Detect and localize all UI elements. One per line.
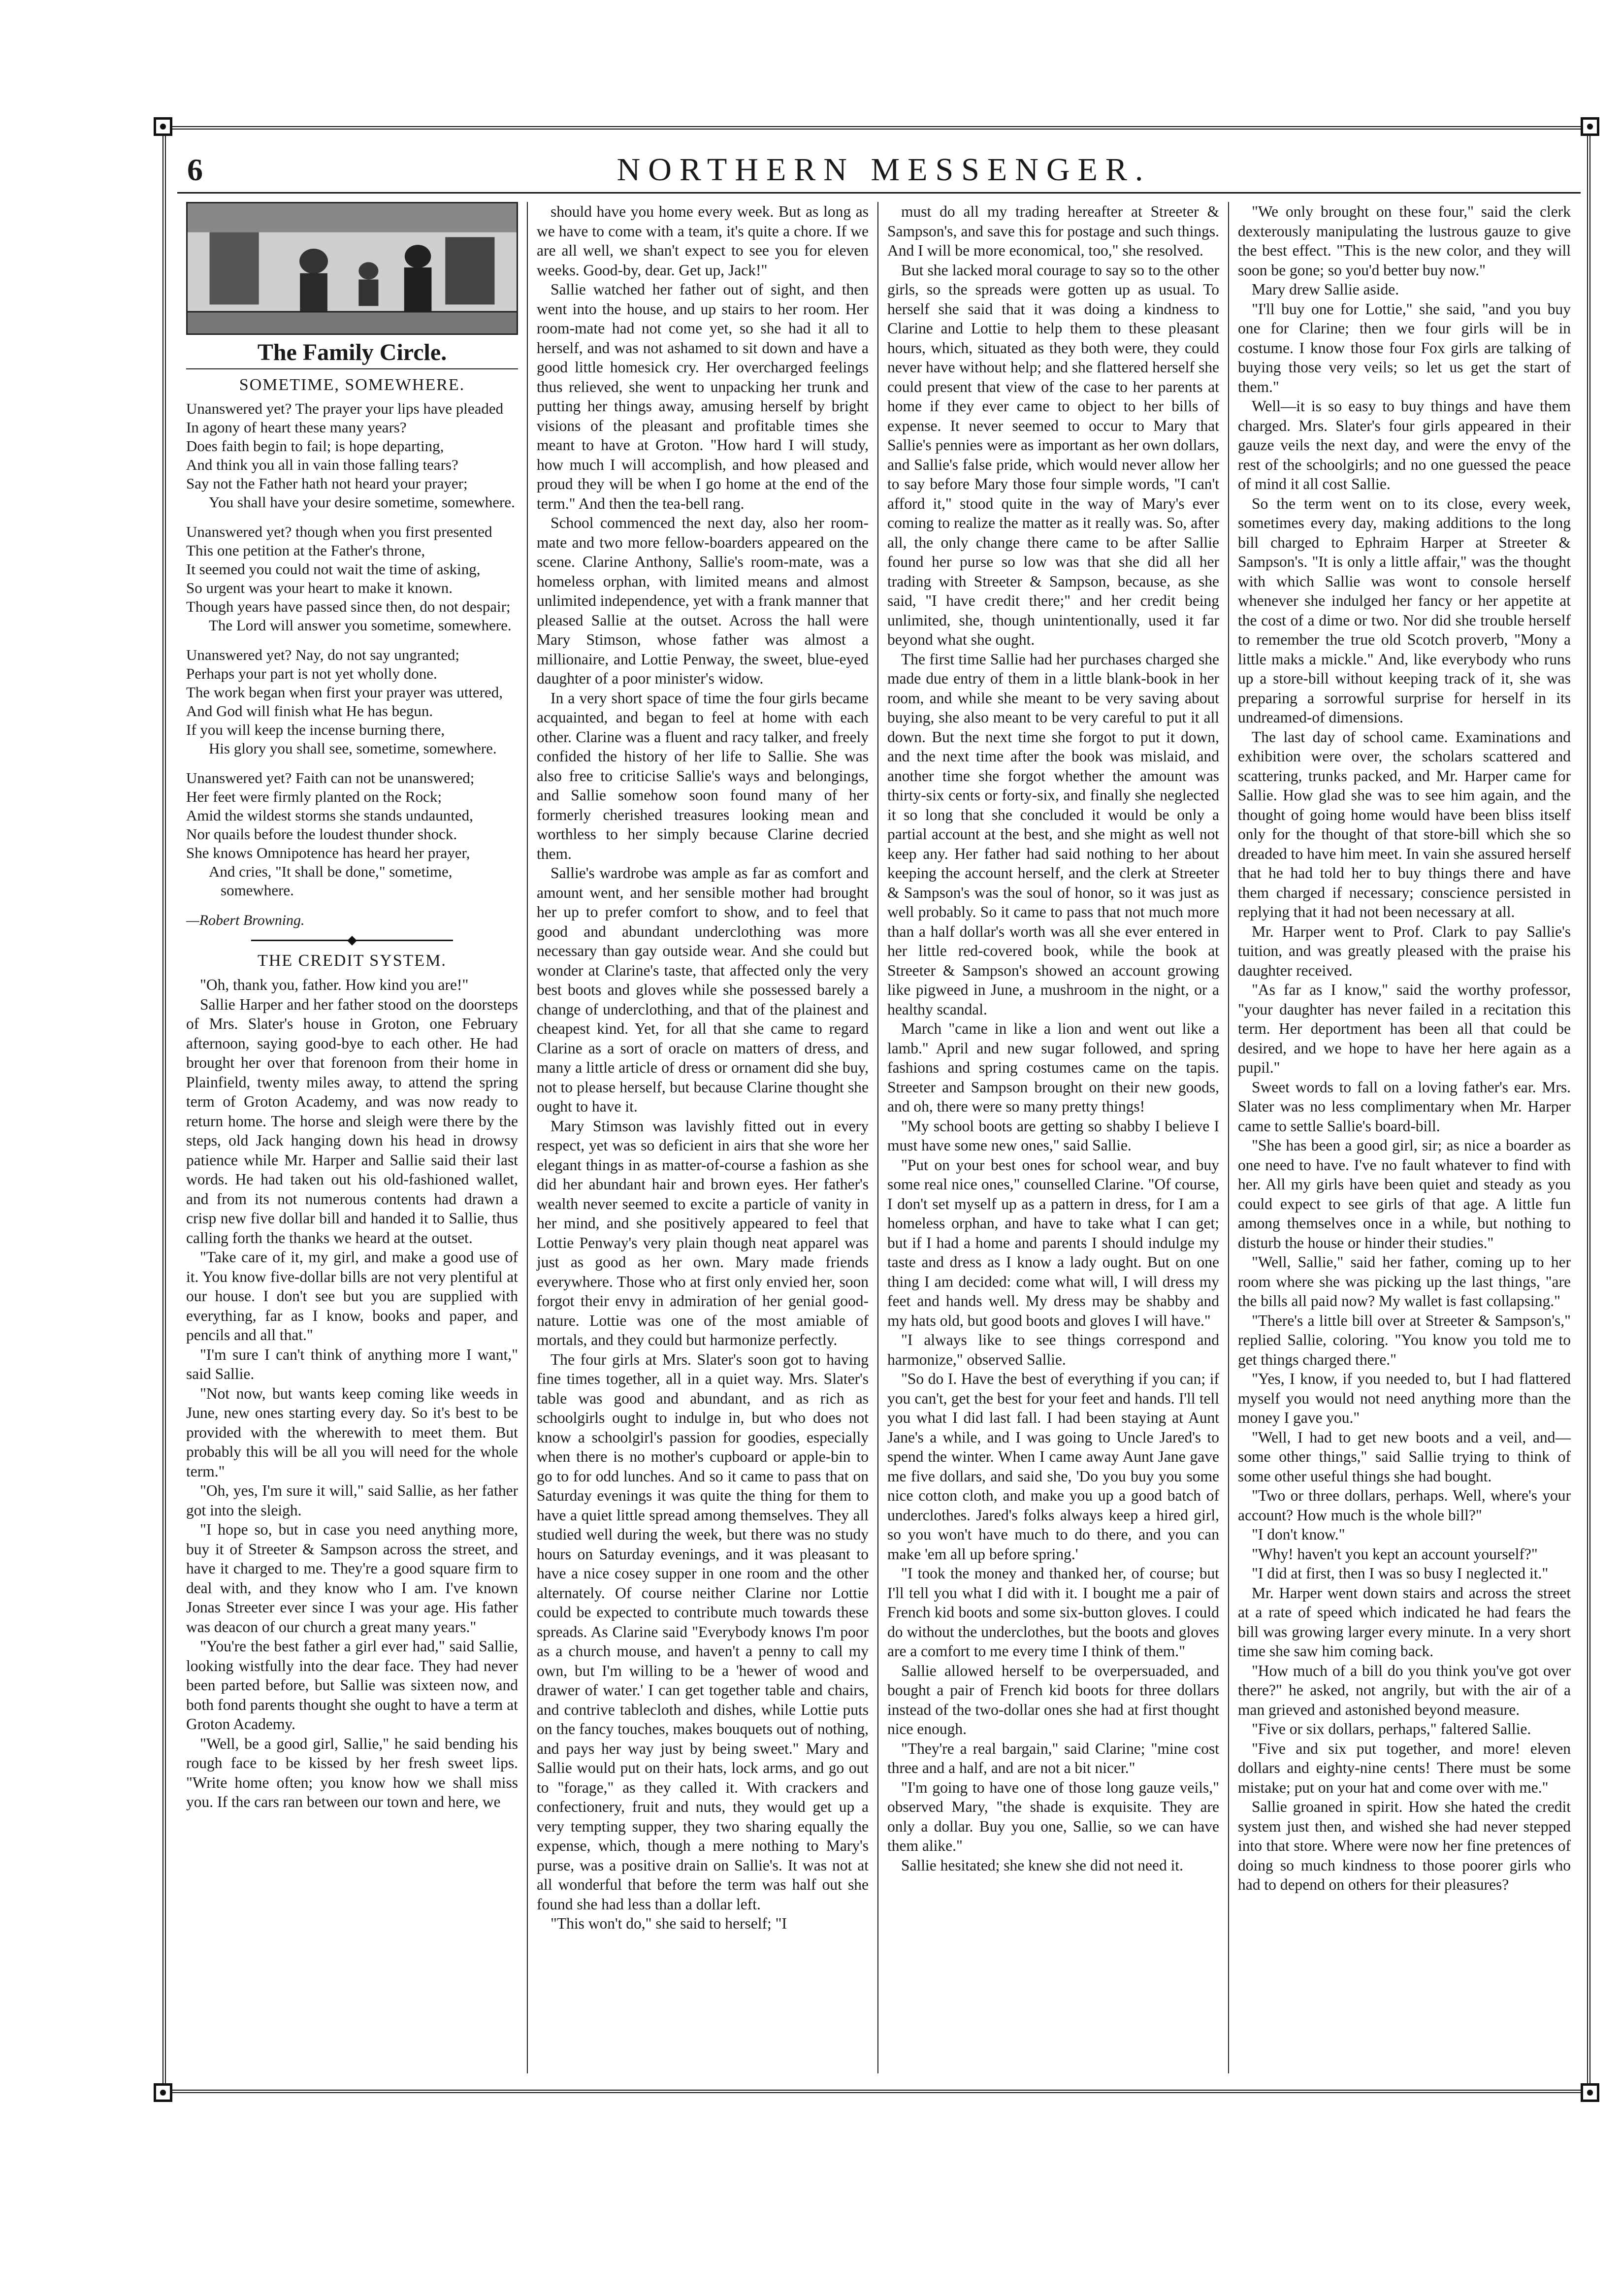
divider	[186, 368, 518, 369]
poem-line: You shall have your desire sometime, somewhere.	[209, 493, 515, 511]
story-paragraph: "I don't know."	[1252, 1526, 1345, 1543]
poem-line: Her feet were firmly planted on the Rock;	[186, 788, 442, 805]
story-paragraph: "You're the best father a girl ever had," said Sallie, looking wistfully into the dear face. They had never been parted before, but Sallie was sixteen now, and both fond parents thought she ought to have a term at Groton Academy.	[186, 1638, 518, 1733]
story-paragraph: "Oh, yes, I'm sure it will," said Sallie, as her father got into the sleigh.	[186, 1482, 518, 1519]
story-paragraph: should have you home every week. But as long as we have to come with a team, it's quite a chore. If we are all well, we shan't expect to see you for eleven weeks. Good-by, dear. Get up, Jack!"	[537, 203, 869, 279]
poem-line: If you will keep the incense burning there,	[186, 721, 445, 738]
poem-stanza	[186, 646, 518, 758]
story-paragraph: But she lacked moral courage to say so to the other girls, so the spreads were gotten up as usual. To herself she said that it was doing a kindness to Clarine and Lottie to help them to these pleasant hours, which, situated as they both were, they could never have without help; and she flattered herself she could present that view of the case to her parents at home if they ever came to object to her bills of expense. It never seemed to occur to Mary that Sallie's pennies were as important as her own dollars, and Sallie's false pride, which would never allow her to say before Mary those four simple words, "I can't afford it," stood quite in the way of Mary's ever coming to realize the matter as it really was. So, after all, the only change there came to be after Sallie found her purse so low was that she did all her trading with Streeter & Sampson, because, as she said, "I have credit there;" and her credit being unlimited, she, though unintentionally, used it far beyond what she ought.	[887, 261, 1219, 648]
story-paragraph: "I did at first, then I was so busy I neglected it."	[1252, 1565, 1549, 1582]
poem-line: In agony of heart these many years?	[186, 419, 407, 436]
story-paragraph: "Put on your best ones for school wear, and buy some real nice ones," counselled Clarine. "Of course, I don't set myself up as a pattern in dress, for I am a homeless orphan, and have to take what I can get; but if I had a home and parents I should indulge my taste and dress as I know a lady ought. But on one thing I am decided: come what will, I will dress my feet and hands well. My dress may be shabby and my hats old, but good boots and gloves I will have."	[887, 1156, 1219, 1329]
story-paragraph: Mary Stimson was lavishly fitted out in every respect, yet was so deficient in airs that she wore her elegant things in as matter-of-course a fashion as she did her abundant hair and brown eyes. Her father's wealth never seemed to excite a particle of vanity in her mind, and she positively appeared to feel that Lottie Penway's very plain though neat apparel was just as good as her own. Mary made friends everywhere. Those who at first only envied her, soon forgot their envy in admiration of her genial good-nature. Lottie was one of the most amiable of mortals, and they could but harmonize perfectly.	[537, 1117, 869, 1348]
column-4	[1229, 202, 1580, 2073]
poem-line: Does faith begin to fail; is hope departing,	[186, 437, 444, 455]
poem-line: Unanswered yet? Faith can not be unanswered;	[186, 769, 475, 787]
story-paragraph: Mr. Harper went to Prof. Clark to pay Sallie's tuition, and was greatly pleased with the praise his daughter received.	[1238, 922, 1571, 979]
story-paragraph: "I'll buy one for Lottie," she said, "and you buy one for Clarine; then we four girls will be in costume. I know those four Fox girls are talking of buying those very veils; so let us get the start of them."	[1238, 300, 1571, 395]
poem-line: And God will finish what He has begun.	[186, 702, 433, 720]
poem-line: It seemed you could not wait the time of asking,	[186, 560, 481, 578]
corner-ornament-icon	[1581, 117, 1599, 136]
story-paragraph: The last day of school came. Examinations and exhibition were over, the scholars scattered and scattering, trunks packed, and Mr. Harper came for Sallie. How glad she was to see him again, and the thought of going home would have been bliss itself only for the thought of that store-bill which she so dreaded to have him meet. In vain she assured herself that he had told her to buy things there and have them charged if necessary; conscience persisted in replying that it had not been necessary at all.	[1238, 728, 1571, 920]
poem-line: Perhaps your part is not yet wholly done.	[186, 665, 437, 682]
poem-stanza	[186, 769, 518, 900]
poem-line: And think you all in vain those falling tears?	[186, 456, 458, 473]
poem-line: Amid the wildest storms she stands undaunted,	[186, 807, 473, 824]
story-paragraph: Sallie watched her father out of sight, and then went into the house, and up stairs to her room. Her room-mate had not come yet, so she had it all to herself, and was not ashamed to sit down and have a good little homesick cry. Her overcharged feelings thus relieved, she went to unpacking her trunk and putting her things away, amusing herself by bright visions of the pleasant and profitable times she meant to have at Groton. "How hard I will study, how much I will accomplish, and how pleased and proud they will be when I go home at the end of the term." And then the tea-bell rang.	[537, 281, 869, 512]
poem-line: The Lord will answer you sometime, somewhere.	[209, 617, 512, 634]
story-paragraph: "Five or six dollars, perhaps," faltered Sallie.	[1252, 1720, 1531, 1738]
story-title: THE CREDIT SYSTEM.	[258, 951, 447, 970]
story-paragraph: "I'm going to have one of those long gauze veils," observed Mary, "the shade is exquisite. They are only a dollar. Buy you one, Sallie, so we can have them alike."	[887, 1778, 1219, 1854]
story-paragraph: "Five and six put together, and more! eleven dollars and eighty-nine cents! There must be some mistake; put on your hat and come over with me."	[1238, 1739, 1571, 1796]
story-paragraph: "Why! haven't you kept an account yourself?"	[1252, 1545, 1538, 1563]
column-1	[177, 202, 528, 2073]
page-number: 6	[187, 152, 203, 187]
story-paragraph: "She has been a good girl, sir; as nice a boarder as one need to have. I've no fault whatever to find with her. All my girls have been quiet and steady as you could expect to see girls of that age. A little fun among themselves once in a while, but nothing to disturb the house or hinder their studies."	[1238, 1137, 1571, 1251]
corner-ornament-icon	[154, 2083, 172, 2102]
story-paragraph: "So do I. Have the best of everything if you can; if you can't, get the best for your feet and hands. I'll tell you what I did last fall. I had been staying at Aunt Jane's a while, and I was going to Uncle Jared's to spend the winter. When I came away Aunt Jane gave me five dollars, and said she, 'Do you buy you some nice cotton cloth, and make you up a good batch of underclothes. Jared's folks always keep a hired girl, so you won't have much to do there, and you can make 'em all up before spring.'	[887, 1370, 1219, 1563]
story-paragraph: "I hope so, but in case you need anything more, buy it of Streeter & Sampson across the street, and have it charged to me. They're a good square firm to deal with, and they know who I am. I've known Jonas Streeter ever since I was your age. His father was deacon of our church a great many years."	[186, 1521, 518, 1636]
story-paragraph: "Two or three dollars, perhaps. Well, where's your account? How much is the whole bill?"	[1238, 1487, 1571, 1524]
story-paragraph: "Well, I had to get new boots and a veil, and—some other things," said Sallie trying to think of some other useful things she had bought.	[1238, 1428, 1571, 1485]
story-paragraph: "Well, Sallie," said her father, coming up to her room where she was picking up the last things, "are the bills all paid now? My wallet is fast collapsing."	[1238, 1253, 1571, 1310]
poem-line: His glory you shall see, sometime, somewhere.	[209, 740, 497, 757]
story-paragraph: School commenced the next day, also her room-mate and two more fellow-boarders appeared on the scene. Clarine Anthony, Sallie's room-mate, was a homeless orphan, with limited means and almost unlimited independence, yet with a frank manner that pleased Sallie at the outset. Across the hall were Mary Stimson, whose father was almost a millionaire, and Lottie Penway, the sweet, blue-eyed daughter of a poor minister's widow.	[537, 514, 869, 687]
story-paragraph: The four girls at Mrs. Slater's soon got to having fine times together, all in a quiet way. Mrs. Slater's table was good and abundant, and as rich as schoolgirls ought to indulge in, but who does not know a schoolgirl's passion for goodies, especially when there is no mother's cupboard or apple-bin to go to for odd lunches. And so it came to pass that on Saturday evenings it was quite the thing for them to have a quiet little spread among themselves. They all studied well during the week, but there was no study hours on Saturday evenings, and it was pleasant to have a nice cosey supper in one room and the other alternately. Of course neither Clarine nor Lottie could be expected to contribute much towards these spreads. As Clarine said "Everybody knows I'm poor as a church mouse, and haven't a penny to call my own, but I'm willing to be a 'hewer of wood and drawer of water.' I can get together table and chairs, and contrive tablecloth and dishes, while Lottie puts on the fancy touches, makes bouquets out of nothing, and pays her way just by being sweet." Mary and Sallie would put on their hats, lock arms, and go out to "forage," as they called it. With crackers and confectionery, fruit and nuts, they would get up a very tempting supper, they two sharing equally the expense, which, though a mere nothing to Mary's purse, was a positive drain on Sallie's. It was not at all wonderful that before the term was half out she found she had less than a dollar left.	[537, 1350, 869, 1913]
poem-line: Unanswered yet? The prayer your lips have pleaded	[186, 400, 504, 417]
poem-line: Nor quails before the loudest thunder shock.	[186, 825, 457, 843]
poem-line: Unanswered yet? though when you first presented	[186, 523, 492, 540]
story-paragraph: "Take care of it, my girl, and make a good use of it. You know five-dollar bills are not very plentiful at our house. I don't see but you are supplied with everything, far as I know, books and paper, and pencils and all that."	[186, 1248, 518, 1344]
story-paragraph: Sallie Harper and her father stood on the doorsteps of Mrs. Slater's house in Groton, one February afternoon, saying good-bye to each other. He had brought her over that forenoon from their home in Plainfield, twenty miles away, to attend the spring term of Groton Academy, and was now ready to return home. The horse and sleigh were there by the steps, old Jack hanging down his head in drowsy patience while Mr. Harper and Sallie said their last words. He had taken out his old-fashioned wallet, and from its not numerous contents had drawn a crisp new five dollar bill and handed it to Sallie, thus calling forth the thanks we heard at the outset.	[186, 995, 518, 1246]
story-paragraph: "Yes, I know, if you needed to, but I had flattered myself you would not need anything more than the money I gave you."	[1238, 1370, 1571, 1426]
story-paragraph: Mary drew Sallie aside.	[1252, 281, 1399, 298]
poem-line: This one petition at the Father's throne,	[186, 542, 425, 559]
story-paragraph: "I'm sure I can't think of anything more I want," said Sallie.	[186, 1345, 518, 1382]
story-paragraph: Sallie groaned in spirit. How she hated the credit system just then, and wished she had never stepped into that store. Where were now her fine pretences of doing so much kindness to those poorer girls who had to depend on others for their pleasures?	[1238, 1798, 1571, 1893]
poem-line: Though years have passed since then, do not despair;	[186, 598, 511, 615]
poem-stanza	[186, 399, 518, 512]
story-paragraph: "How much of a bill do you think you've got over there?" he asked, not angrily, but with the air of a man grieved and astonished beyond measure.	[1238, 1662, 1571, 1718]
section-divider-icon	[186, 937, 518, 944]
story-paragraph: "There's a little bill over at Streeter & Sampson's," replied Sallie, coloring. "You know you told me to get things charged there."	[1238, 1312, 1571, 1368]
story-paragraph: The first time Sallie had her purchases charged she made due entry of them in a little blank-book in her room, and while she meant to be very saving about buying, she also meant to be very careful to put it all down. But the next time she forgot to put it down, and the next time after the book was mislaid, and another time she forgot whether the amount was thirty-six cents or forty-six, and finally she neglected it so long that she concluded it would be only a partial account at the best, and she might as well not keep any. Her father had said nothing to her about keeping the account herself, and the clerk at Streeter & Sampson's was the soul of honor, so it was just as well probably. So it came to pass that not much more than a half dollar's worth was all she ever entered in her little red-covered book, while the book at Streeter & Sampson's showed an account growing like pigweed in June, a mushroom in the night, or a healthy scandal.	[887, 650, 1219, 1018]
story-paragraph: "I took the money and thanked her, of course; but I'll tell you what I did with it. I bought me a pair of French kid boots and some six-button gloves. I could do without the underclothes, but the boots and gloves are a comfort to me every time I think of them."	[887, 1565, 1219, 1660]
poem-title: SOMETIME, SOMEWHERE.	[239, 375, 465, 394]
story-paragraph: "We only brought on these four," said the clerk dexterously manipulating the lustrous gauze to give the best effect. "This is the new color, and they will soon be gone; so you'd better buy now."	[1238, 203, 1571, 279]
story-paragraph: Well—it is so easy to buy things and have them charged. Mrs. Slater's four girls appeared in their gauze veils the next day, and were the envy of the rest of the schoolgirls; and no one guessed the peace of mind it all cost Sallie.	[1238, 397, 1571, 492]
column-3	[878, 202, 1229, 2073]
poem-author: —Robert Browning.	[186, 912, 305, 928]
story-paragraph: Mr. Harper went down stairs and across the street at a rate of speed which indicated he had fears the bill was growing larger every minute. In a very short time she saw him coming back.	[1238, 1584, 1571, 1660]
story-paragraph: "Not now, but wants keep coming like weeds in June, new ones starting every day. So it's best to be provided with the wherewith to meet them. But probably this will be all you will need for the whole term."	[186, 1384, 518, 1480]
poem-line: The work began when first your prayer was uttered,	[186, 684, 503, 701]
story-paragraph: Sallie allowed herself to be overpersuaded, and bought a pair of French kid boots for three dollars instead of the two-dollar ones she had at first thought nice enough.	[887, 1662, 1219, 1738]
page-header	[177, 148, 1581, 194]
story-paragraph: March "came in like a lion and went out like a lamb." April and new sugar followed, and spring fashions and spring costumes came on the tapis. Streeter and Sampson brought on their new goods, and oh, there were so many pretty things!	[887, 1020, 1219, 1115]
story-paragraph: Sallie hesitated; she knew she did not need it.	[901, 1856, 1183, 1874]
article-columns	[177, 202, 1581, 2073]
poem-line: Say not the Father hath not heard your prayer;	[186, 475, 468, 492]
corner-ornament-icon	[154, 117, 172, 136]
story-text-column-1	[186, 975, 518, 1812]
family-circle-illustration-icon	[186, 202, 518, 335]
poem-line: She knows Omnipotence has heard her prayer,	[186, 844, 470, 861]
poem-stanza	[186, 523, 518, 635]
section-title: The Family Circle.	[257, 339, 447, 365]
story-paragraph: "My school boots are getting so shabby I believe I must have some new ones," said Sallie.	[887, 1117, 1219, 1154]
story-paragraph: "I always like to see things correspond and harmonize," observed Sallie.	[887, 1331, 1219, 1368]
column-2	[528, 202, 878, 2073]
corner-ornament-icon	[1581, 2083, 1599, 2102]
story-paragraph: "As far as I know," said the worthy professor, "your daughter has never failed in a recitation this term. Her deportment has been all that could be desired, and we hope to have her here again as a pupil."	[1238, 981, 1571, 1076]
story-paragraph: In a very short space of time the four girls became acquainted, and began to feel at home with each other. Clarine was a fluent and racy talker, and freely confided the history of her life to Sallie. She was also free to criticise Sallie's ways and belongings, and Sallie somehow soon found many of her formerly cherished treasures looking mean and worthless to her simply because Clarine decried them.	[537, 689, 869, 862]
poem-line: And cries, "It shall be done," sometime, somewhere.	[209, 863, 453, 899]
story-paragraph: So the term went on to its close, every week, sometimes every day, making additions to the long bill charged to Ephraim Harper at Streeter & Sampson's. "It is only a little affair," was the thought with which Sallie was wont to console herself whenever she indulged her fancy or her appetite at the cost of a dime or two. Nor did she trouble herself to remember the true old Scotch proverb, "Mony a little maks a mickle." And, like everybody who runs up a store-bill without keeping track of it, she was preparing a sorrowful surprise for herself in its undreamed-of dimensions.	[1238, 494, 1571, 726]
story-paragraph: Sallie's wardrobe was ample as far as comfort and amount went, and her sensible mother had brought her up to prefer comfort to show, and to feel that good and abundant underclothing was more necessary than gay outside wear. And she could but wonder at Clarine's taste, that affected only the very best boots and gloves while she possessed barely a change of underclothing, and that of the plainest and cheapest kind. Yet, for all that she came to regard Clarine as a sort of oracle on matters of dress, and many a little article of dress or ornament did she buy, not to please herself, but because Clarine thought she ought to have it.	[537, 864, 869, 1115]
poem-line: So urgent was your heart to make it known.	[186, 579, 453, 596]
poem-line: Unanswered yet? Nay, do not say ungranted;	[186, 646, 459, 663]
story-paragraph: "Oh, thank you, father. How kind you are!"	[200, 976, 469, 993]
story-text-column-2	[537, 202, 869, 1934]
story-paragraph: "Well, be a good girl, Sallie," he said bending his rough face to be kissed by her fresh sweet lips. "Write home often; you know how we shall miss you. If the cars ran between our town and here, we	[186, 1735, 518, 1810]
masthead-title: NORTHERN MESSENGER.	[616, 152, 1151, 188]
story-text-column-3	[887, 202, 1219, 1875]
story-paragraph: must do all my trading hereafter at Streeter & Sampson's, and save this for postage and such things. And I will be more economical, too," she resolved.	[887, 203, 1219, 259]
story-text-column-4	[1238, 202, 1571, 1895]
poem-body	[186, 399, 518, 900]
story-paragraph: Sweet words to fall on a loving father's ear. Mrs. Slater was no less complimentary when Mr. Harper came to settle Sallie's board-bill.	[1238, 1078, 1571, 1135]
story-paragraph: "This won't do," she said to herself; "I	[551, 1915, 787, 1932]
story-paragraph: "They're a real bargain," said Clarine; "mine cost three and a half, and are not a bit nicer."	[887, 1739, 1219, 1776]
